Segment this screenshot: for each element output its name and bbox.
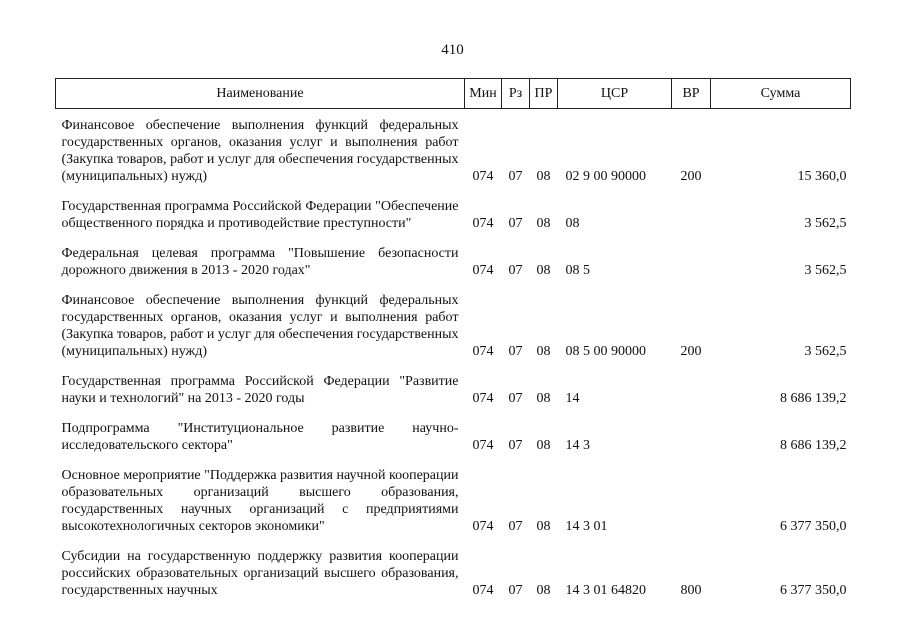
row-csr: 14 3 xyxy=(565,438,590,453)
row-sum: 6 377 350,0 xyxy=(780,519,847,534)
table-row xyxy=(56,364,851,411)
row-rz: 07 xyxy=(508,263,523,278)
row-pr: 08 xyxy=(536,344,551,359)
row-min: 074 xyxy=(472,169,494,184)
header-sum: Сумма xyxy=(711,79,851,109)
row-sum: 15 360,0 xyxy=(797,169,847,184)
row-csr: 08 5 xyxy=(565,263,590,278)
row-name: Федеральная целевая программа "Повышение безопасности дорожного движения в 2013 - 2020 годах" xyxy=(61,246,459,278)
header-rz: Рз xyxy=(502,79,530,109)
budget-table xyxy=(55,78,851,603)
row-sum: 6 377 350,0 xyxy=(780,583,847,598)
row-csr: 14 3 01 64820 xyxy=(565,583,646,598)
row-rz: 07 xyxy=(508,583,523,598)
row-vr xyxy=(672,458,711,539)
page-number: 410 xyxy=(441,42,464,58)
row-rz: 07 xyxy=(508,216,523,231)
row-min: 074 xyxy=(472,263,494,278)
header-csr: ЦСР xyxy=(558,79,672,109)
row-csr: 08 5 00 90000 xyxy=(565,344,646,359)
row-rz: 07 xyxy=(508,169,523,184)
row-pr: 08 xyxy=(536,216,551,231)
row-pr: 08 xyxy=(536,391,551,406)
row-min: 074 xyxy=(472,216,494,231)
row-rz: 07 xyxy=(508,438,523,453)
row-sum: 8 686 139,2 xyxy=(780,391,847,406)
row-name: Субсидии на государственную поддержку развития кооперации российских образовательных организаций высшего образования, государственных научных xyxy=(61,549,459,598)
table-header-row xyxy=(56,79,851,109)
header-pr: ПР xyxy=(530,79,558,109)
table-row xyxy=(56,283,851,364)
row-csr: 14 xyxy=(565,391,580,406)
row-pr: 08 xyxy=(536,169,551,184)
row-rz: 07 xyxy=(508,344,523,359)
row-sum: 3 562,5 xyxy=(804,263,847,278)
row-vr: 200 xyxy=(680,169,702,184)
table-row xyxy=(56,236,851,283)
row-name: Государственная программа Российской Федерации "Обеспечение общественного порядка и противодействие преступности" xyxy=(61,199,459,231)
row-vr xyxy=(672,236,711,283)
row-vr xyxy=(672,189,711,236)
row-min: 074 xyxy=(472,344,494,359)
row-min: 074 xyxy=(472,438,494,453)
row-csr: 02 9 00 90000 xyxy=(565,169,646,184)
row-name: Основное мероприятие "Поддержка развития научной кооперации образовательных организаций высшего образования, государственных научных организаций с предприятиями высокотехнологичных секторов экономики" xyxy=(61,468,459,534)
row-csr: 08 xyxy=(565,216,580,231)
table-row xyxy=(56,539,851,603)
row-vr xyxy=(672,411,711,458)
row-min: 074 xyxy=(472,519,494,534)
header-min: Мин xyxy=(465,79,502,109)
row-vr: 200 xyxy=(680,344,702,359)
row-vr xyxy=(672,364,711,411)
row-min: 074 xyxy=(472,583,494,598)
row-name: Подпрограмма "Институциональное развитие научно-исследовательского сектора" xyxy=(61,421,459,453)
row-pr: 08 xyxy=(536,519,551,534)
table-row xyxy=(56,109,851,190)
header-name: Наименование xyxy=(56,79,465,109)
row-rz: 07 xyxy=(508,391,523,406)
row-pr: 08 xyxy=(536,438,551,453)
row-name: Финансовое обеспечение выполнения функций федеральных государственных органов, оказания услуг и выполнения работ (Закупка товаров, работ и услуг для обеспечения государственных (муниципальных) нужд) xyxy=(61,293,459,359)
row-rz: 07 xyxy=(508,519,523,534)
row-min: 074 xyxy=(472,391,494,406)
row-pr: 08 xyxy=(536,583,551,598)
row-csr: 14 3 01 xyxy=(565,519,608,534)
row-pr: 08 xyxy=(536,263,551,278)
row-name: Государственная программа Российской Федерации "Развитие науки и технологий" на 2013 - 2020 годы xyxy=(61,374,459,406)
row-sum: 3 562,5 xyxy=(804,216,847,231)
table-row xyxy=(56,411,851,458)
table-row xyxy=(56,458,851,539)
row-name: Финансовое обеспечение выполнения функций федеральных государственных органов, оказания услуг и выполнения работ (Закупка товаров, работ и услуг для обеспечения государственных (муниципальных) нужд) xyxy=(61,118,459,184)
header-vr: ВР xyxy=(672,79,711,109)
row-vr: 800 xyxy=(680,583,702,598)
row-sum: 8 686 139,2 xyxy=(780,438,847,453)
row-sum: 3 562,5 xyxy=(804,344,847,359)
table-row xyxy=(56,189,851,236)
